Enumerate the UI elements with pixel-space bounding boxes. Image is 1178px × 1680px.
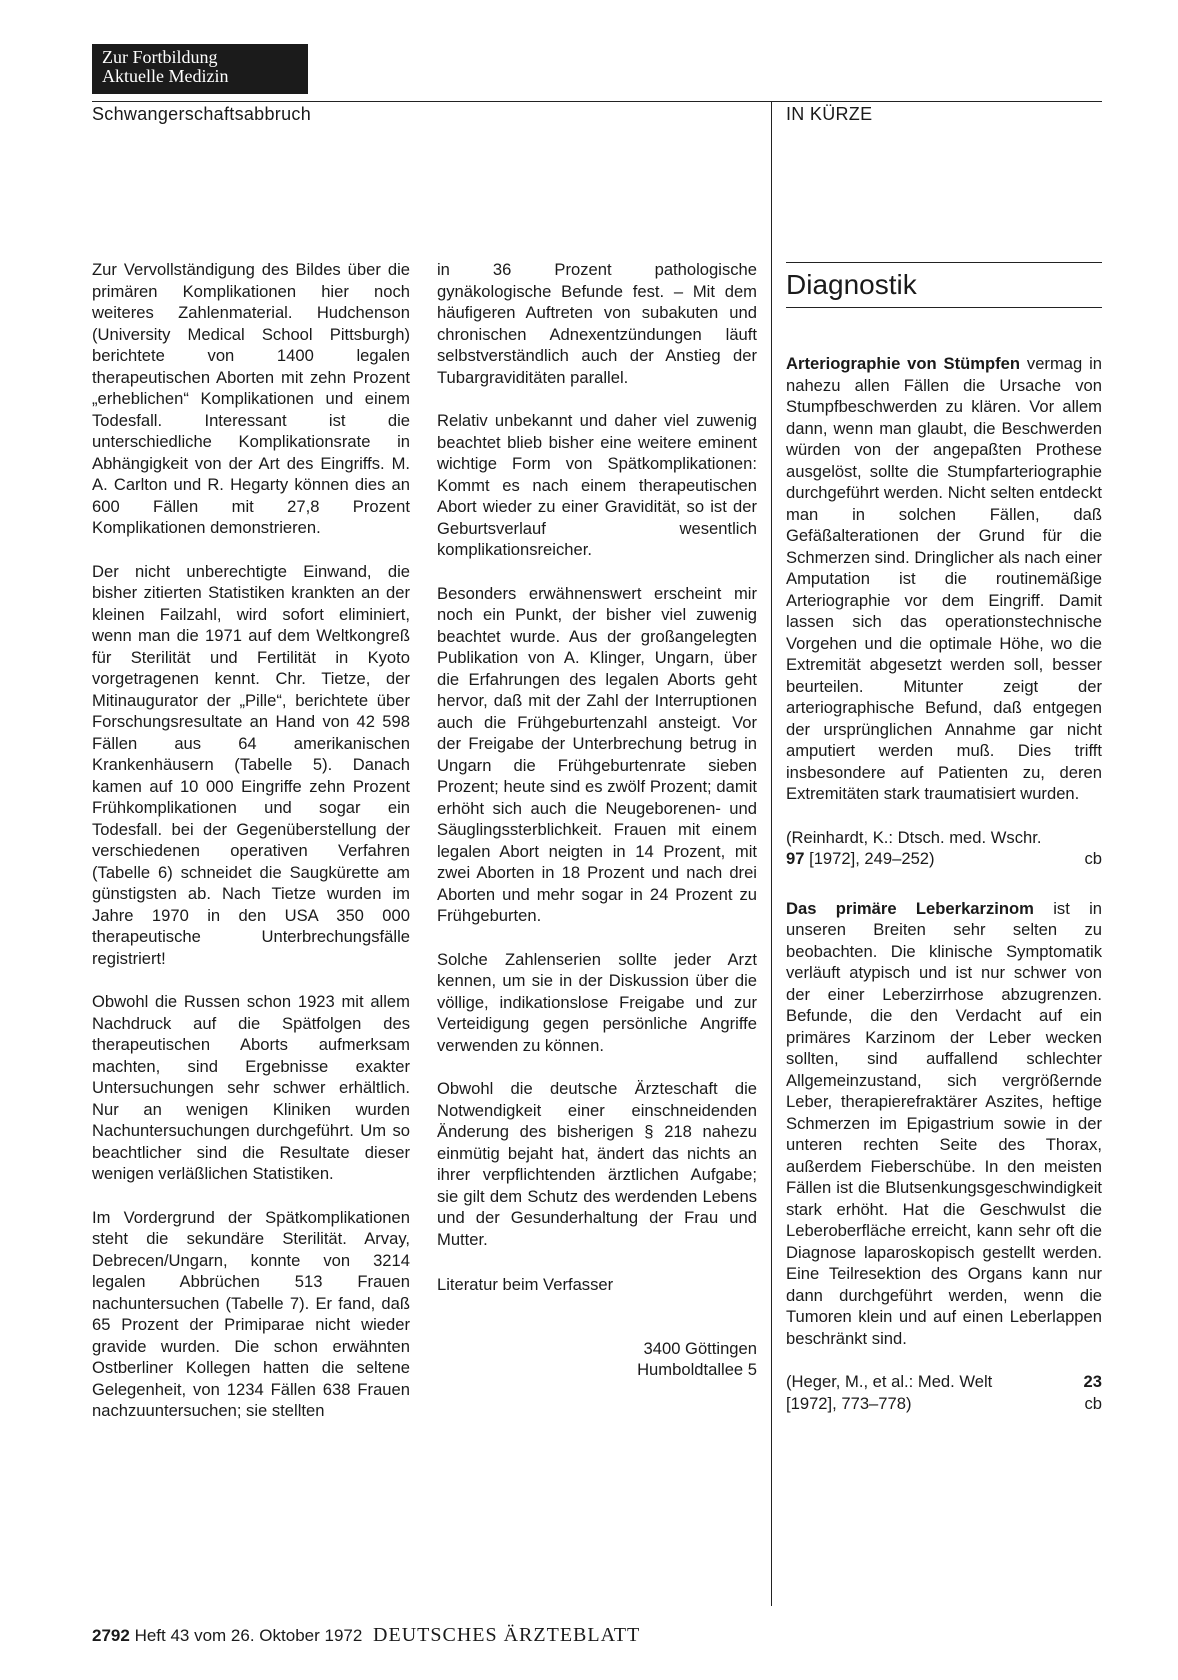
author-address <box>437 1338 757 1381</box>
badge-line-1: Zur Fortbildung <box>102 47 218 67</box>
reference-line: (Heger, M., et al.: Med. Welt <box>786 1372 993 1391</box>
article-column-2 <box>437 259 757 1381</box>
paragraph: in 36 Prozent pathologische gynäkologische Befunde fest. – Mit dem häufigeren Auftreten von subakuten und chronischen Adnexentzündungen läuft selbstverständlich auch der Anstieg der Tubargraviditäten parallel. <box>437 260 757 387</box>
sidebar-heading: Diagnostik <box>786 269 917 300</box>
column-divider <box>771 101 772 1606</box>
address-line-1: 3400 Göttingen <box>643 1338 757 1358</box>
paragraph: Obwohl die deutsche Ärzteschaft die Notwendigkeit einer einschneidenden Änderung des bisherigen § 218 nahezu einmütig bejaht hat, ändert das nichts an ihrer verpflichtenden ärztlichen Aufgabe; sie gilt dem Schutz des werdenden Lebens und der Gesunderhaltung der Frau und Mutter. <box>437 1079 757 1249</box>
sidebar-section-title: IN KÜRZE <box>786 104 873 124</box>
paragraph: Obwohl die Russen schon 1923 mit allem Nachdruck auf die Spätfolgen des therapeutischen Aborts aufmerksam machten, sind Ergebnisse exakter Untersuchungen sehr schwer erhältlich. Nur an wenigen Kliniken wurden Nachuntersuchungen durchgeführt. Um so beachtlicher sind die Resultate dieser wenigen verläßlichen Statistiken. <box>92 992 410 1183</box>
reference-pages: [1972], 773–778) <box>786 1393 912 1413</box>
paragraph: Relativ unbekannt und daher viel zuwenig beachtet blieb bisher eine weitere eminent wichtige Form von Spätkomplikationen: Kommt es nach einem therapeutischen Abort wieder zu einer Gravidität, so ist der Geburtsverlauf wesentlich komplikationsreicher. <box>437 411 757 559</box>
author-initials: cb <box>1084 849 1102 868</box>
section-badge <box>92 44 308 94</box>
reference-volume: 23 <box>1083 1372 1102 1391</box>
issue-info: Heft 43 vom 26. Oktober 1972 <box>134 1626 363 1645</box>
article-column-1 <box>92 259 410 1444</box>
literature-note: Literatur beim Verfasser <box>437 1275 614 1294</box>
item-lead: Arteriographie von Stümpfen <box>786 354 1021 373</box>
paragraph: Solche Zahlenserien sollte jeder Arzt kennen, um sie in der Diskussion über die völlige, indikationslose Freigabe und zur Verteidigung gegen persönliche Angriffe verwenden zu können. <box>437 949 757 1055</box>
reference-volume: 97 <box>786 849 805 868</box>
sidebar-item-2-reference <box>786 1371 1102 1414</box>
reference-pages: [1972], 249–252) <box>804 849 935 868</box>
paragraph: Besonders erwähnenswert erscheint mir noch ein Punkt, der bisher viel zuwenig beachtet wurde. Aus der großangelegten Publikation von A. Klinger, Ungarn, über die Erfahrungen des legalen Aborts geht hervor, daß mit der Zahl der Interruptionen auch die Frühgeburtenzahl ansteigt. Vor der Freigabe der Unterbrechung betrug in Ungarn die Frühgeburtenrate sieben Prozent; heute sind es zwölf Prozent; damit erhöht sich auch die Neugeborenen- und Säuglingssterblichkeit. Frauen mit einem legalen Abort neigten in 14 Prozent, mit zwei Aborten in 18 Prozent und nach drei Aborten und mehr sogar in 24 Prozent zu Frühgeburten. <box>437 583 757 925</box>
item-lead: Das primäre Leberkarzinom <box>786 898 1034 918</box>
sidebar-title-rule-bottom <box>786 307 1102 308</box>
journal-name: DEUTSCHES ÄRZTEBLATT <box>373 1624 641 1646</box>
sidebar-item-2 <box>786 898 1102 1350</box>
item-text: vermag in nahezu allen Fällen die Ursache von Stumpfbeschwerden zu klären. Vor allem dann, wenn man glaubt, die Beschwerden würden von der angepaßten Prothese ausgelöst, sollte die Stumpfarteriographie durchgeführt werden. Nicht selten entdeckt man in solchen Fällen, daß Gefäßalterationen der Grund für die Schmerzen sind. Dringlicher als nach einer Amputation ist die routinemäßige Arteriographie vor dem Eingriff. Damit lassen sich das operationstechnische Vorgehen und die optimale Höhe, wo die Extremität abgesetzt werden soll, besser beurteilen. Mitunter zeigt der arteriographische Befund, daß entgegen der ursprünglichen Annahme gar nicht amputiert werden muß. Dies trifft insbesondere auf Patienten zu, deren Extremitäten stark traumatisiert wurden. <box>786 354 1102 803</box>
section-title: Schwangerschaftsabbruch <box>92 104 312 124</box>
sidebar-title-rule-top <box>786 262 1102 263</box>
page-footer <box>92 1624 640 1647</box>
sidebar-item-1-reference <box>786 827 1102 870</box>
paragraph: Der nicht unberechtigte Einwand, die bisher zitierten Statistiken krankten an der kleinen Failzahl, wird sofort eliminiert, wenn man die 1971 auf dem Weltkongreß für Sterilität und Fertilität in Kyoto vorgetragenen kennt. Chr. Tietze, der Mitinaugurator der „Pille“, berichtete über Forschungsresultate an Hand von 42 598 Fällen aus 64 amerikanischen Krankenhäusern (Tabelle 5). Danach kamen auf 10 000 Eingriffe zehn Prozent Frühkomplikationen und sogar ein Todesfall. bei der Gegenüberstellung der verschiedenen operativen Verfahren (Tabelle 6) schneidet die Saugkürette am günstigsten ab. Nach Tietze wurden im Jahre 1970 in den USA 350 000 therapeutische Unterbrechungsfälle registriert! <box>92 561 410 968</box>
item-text: ist in unseren Breiten sehr selten zu beobachten. Die klinische Symptomatik verläuft atypisch und ist nur schwer von der einer Leberzirrhose abzugrenzen. Befunde, die den Verdacht auf ein primäres Karzinom der Leber wecken sollten, sind auffallend schlechter Allgemeinzustand, sich vergrößernde Leber, therapierefraktärer Aszites, heftige Schmerzen im Epigastrium sowie in der unteren rechten Seite des Thorax, außerdem Fieberschübe. In den meisten Fällen ist die Blutsenkungsgeschwindigkeit stark erhöht. Hat die Geschwulst die Leberoberfläche erreicht, kann sehr oft die Diagnose laparoskopisch gestellt werden. Eine Teilresektion des Organs kann nur dann durchgeführt werden, wenn die Tumoren klein und auf einen Leberlappen beschränkt sind. <box>786 898 1102 1348</box>
sidebar-item-1 <box>786 353 1102 805</box>
author-initials: cb <box>1084 1393 1102 1413</box>
sidebar-column <box>786 353 1102 1442</box>
reference-line: (Reinhardt, K.: Dtsch. med. Wschr. <box>786 827 1042 847</box>
badge-line-2: Aktuelle Medizin <box>102 66 229 86</box>
paragraph: Im Vordergrund der Spätkomplikationen steht die sekundäre Sterilität. Arvay, Debrecen/Ungarn, konnte von 3214 legalen Abbrüchen 513 Frauen nachuntersuchen (Tabelle 7). Er fand, daß 65 Prozent der Primiparae nicht wieder gravide wurden. Die schon erwähnten Ostberliner Kollegen hatten die seltene Gelegenheit, von 1234 Fällen 638 Frauen nachzuuntersuchen; sie stellten <box>92 1207 410 1420</box>
paragraph: Zur Vervollständigung des Bildes über die primären Komplikationen hier noch weiteres Zahlenmaterial. Hudchenson (University Medical School Pittsburgh) berichtete von 1400 legalen therapeutischen Aborten mit zehn Prozent „erheblichen“ Komplikationen und einem Todesfall. Interessant ist die unterschiedliche Komplikationsrate in Abhängigkeit von der Art des Eingriffs. M. A. Carlton und R. Hegarty können dies an 600 Fällen mit 27,8 Prozent Komplikationen demonstrieren. <box>92 260 410 537</box>
address-line-2: Humboldtallee 5 <box>637 1360 757 1379</box>
page-number: 2792 <box>92 1626 130 1645</box>
top-rule <box>92 101 1102 102</box>
